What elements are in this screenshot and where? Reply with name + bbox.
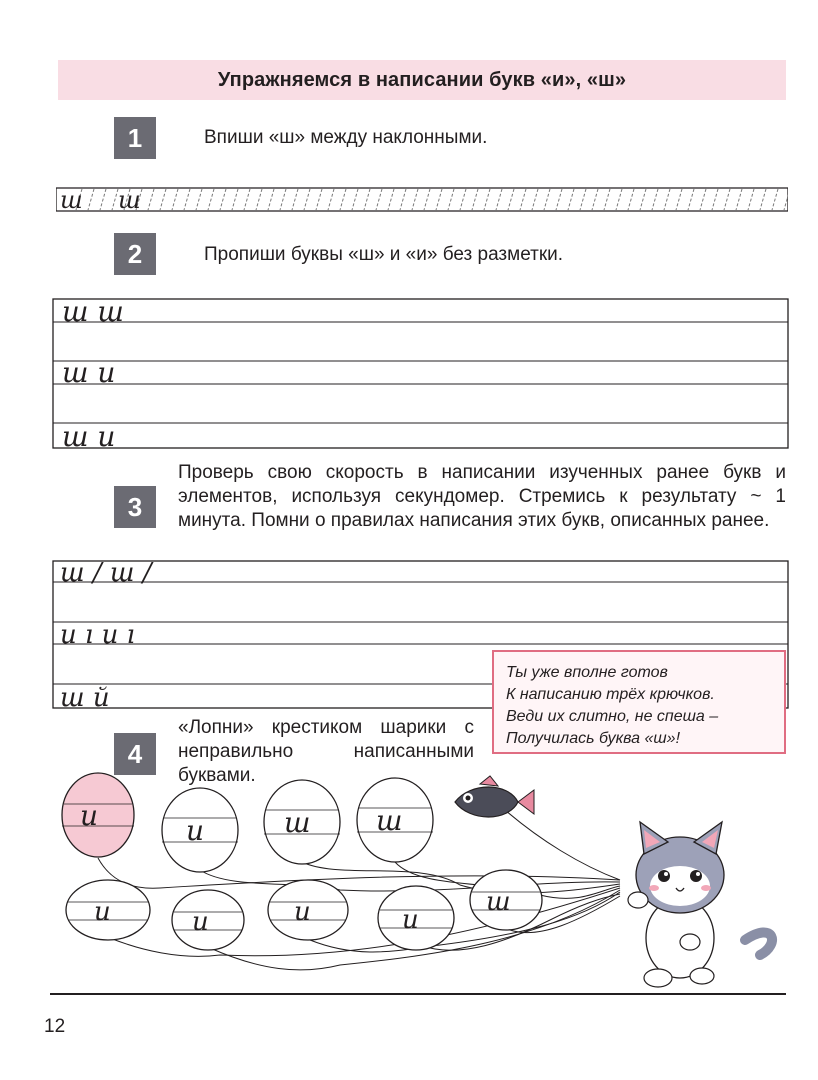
task-1-sample-1: ш [60, 186, 83, 214]
title-band [58, 60, 786, 100]
kitten-icon [628, 822, 772, 987]
balloon-7-letter: и [294, 897, 311, 927]
balloon-4[interactable] [357, 778, 433, 862]
balloon-7[interactable] [268, 880, 348, 940]
balloon-6-letter: и [192, 907, 209, 937]
task-2-row-2: ш и [62, 356, 116, 389]
balloon-3[interactable] [264, 780, 340, 864]
task-1-text: Впиши «ш» между наклонными. [204, 127, 488, 148]
page-title: Упражняемся в написании букв «и», «ш» [217, 68, 627, 91]
balloon-6[interactable] [172, 890, 244, 950]
balloons-illustration [40, 770, 800, 990]
page-number: 12 [44, 1016, 66, 1037]
balloon-2[interactable] [162, 788, 238, 872]
task-3-text: Проверь свою скорость в написании изученных ранее букв и элементов, используя секундомер. Стремись к результату ~ 1 минута. Помни о правилах написания этих букв, описанных ранее. [178, 462, 786, 531]
rhyme-line-1: Ты уже вполне готов [506, 664, 668, 681]
rhyme-line-4: Получилась буква «ш»! [506, 730, 681, 747]
balloon-5[interactable] [66, 880, 150, 940]
task-2-row-1: ш ш [62, 298, 124, 328]
task-1-writing-line [56, 186, 788, 216]
task-4-text: «Лопни» крестиком шарики с неправильно написанными буквами. [178, 717, 474, 786]
bottom-rule [50, 993, 786, 995]
task-3-number: 3 [114, 486, 156, 528]
balloon-8[interactable] [378, 886, 454, 950]
fish-icon [455, 776, 534, 817]
task-3-row-3: ш й [60, 683, 110, 710]
task-2-text: Пропиши буквы «ш» и «и» без разметки. [204, 244, 564, 265]
balloon-3-letter: ш [284, 806, 311, 839]
task-1-number: 1 [114, 117, 156, 159]
balloon-1-letter: и [80, 799, 99, 832]
task-2-number: 2 [114, 233, 156, 275]
balloon-8-letter: и [402, 905, 419, 935]
balloon-9-letter: ш [486, 887, 511, 917]
balloon-1[interactable] [62, 773, 134, 857]
rhyme-line-3: Веди их слитно, не спеша – [506, 708, 719, 725]
balloon-5-letter: и [94, 897, 111, 927]
task-2-row-3: ш и [62, 420, 116, 450]
task-3-row-2: и ı и ı [60, 620, 135, 650]
task-2-writing-area [52, 298, 790, 450]
balloon-2-letter: и [186, 814, 205, 847]
balloon-4-letter: ш [376, 804, 403, 837]
rhyme-line-2: К написанию трёх крючков. [506, 686, 715, 703]
task-4-number: 4 [114, 733, 156, 775]
balloon-9[interactable] [470, 870, 542, 930]
task-3-row-1: ш / ш / [60, 560, 152, 588]
rhyme-note [492, 650, 786, 754]
task-1-sample-2: ш [118, 186, 141, 214]
